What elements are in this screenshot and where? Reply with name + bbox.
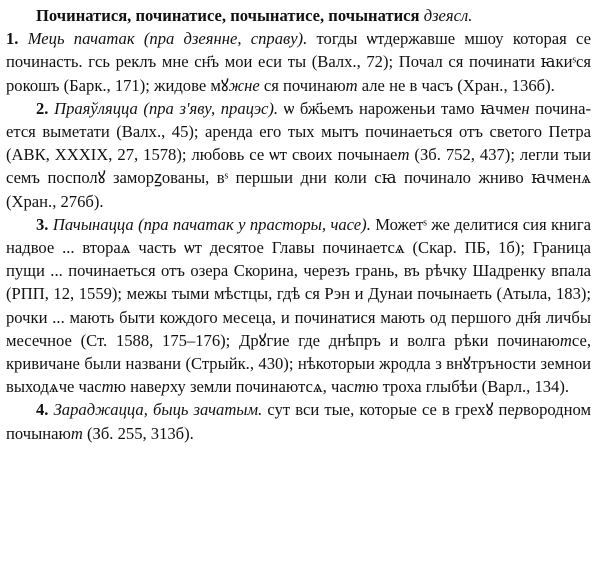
sense-definition: Праяўляцца (пра з'яву, працэс). — [54, 98, 279, 118]
text-fragment: сут вси тые, которые се в грехꙋ пе — [262, 400, 515, 420]
sense-body — [6, 215, 591, 396]
text-fragment: (Зб. 255, 313б). — [82, 423, 194, 443]
headword: Починатися, починатисе, почынатисе, почынатися — [36, 6, 420, 25]
text-fragment: починается выметати (Валх., 45); аренда его тых мытъ починаеться отъ светого Петра (АВК, XXXIX, 27, 1578); любовь се ѡт своих почынае — [6, 98, 591, 165]
entry-header — [6, 4, 591, 27]
italic-fragment: т — [70, 423, 83, 443]
text-fragment: вородном почынаю — [6, 400, 591, 443]
sense-definition: Пачынацца (пра пачатак у прасторы, часе). — [52, 214, 371, 234]
italic-fragment: н — [521, 98, 530, 118]
italic-fragment: т — [559, 330, 572, 350]
sense-definition: Мець пачатак (пра дзеянне, справу). — [27, 29, 308, 49]
italic-fragment: жне — [228, 75, 260, 95]
italic-fragment: т — [101, 377, 114, 397]
text-fragment: ю наве — [113, 377, 162, 397]
sense-1 — [6, 27, 591, 97]
text-fragment: се, кривичане были названи (Стрыйк., 430); нѣкоторыи жродла з внꙋтръности земнои выходѧче час — [6, 330, 591, 397]
text-fragment: ꙋ — [220, 75, 229, 95]
sense-2 — [6, 97, 591, 213]
italic-fragment: т — [345, 75, 358, 95]
text-fragment: але не в часъ (Хран., 136б). — [357, 75, 555, 95]
italic-fragment: р — [514, 400, 524, 420]
sense-number: 1. — [6, 29, 19, 49]
text-fragment: ху земли починаютсѧ, час — [169, 377, 355, 397]
part-of-speech-label: дзеясл. — [423, 6, 473, 25]
text-fragment: ся починаю — [259, 75, 346, 95]
italic-fragment: т — [354, 377, 367, 397]
sense-number: 2. — [36, 98, 49, 118]
text-fragment: тогды ѡтдержавше мшоу которая се починасть. гсь реклъ мне сн҃ъ мои еси ты (Валх., 72); Почал ся починати ꙗкиˢся рокошъ (Барк., 171); жидове м — [6, 29, 591, 95]
italic-fragment: р — [161, 377, 170, 397]
italic-fragment: т — [397, 145, 410, 165]
text-fragment: (Зб. 752, 437); легли тыи семъ посполꙋ заморꙁованы, вˢ першыи дни коли сꙗ починало жниво ꙗчменѧ (Хран., 276б). — [6, 145, 591, 211]
text-fragment: ю троха глыбѣи (Варл., 134). — [366, 377, 570, 397]
sense-4 — [6, 398, 591, 444]
sense-3 — [6, 213, 591, 399]
sense-number: 3. — [36, 214, 49, 234]
sense-definition: Зараджацца, быць зачатым. — [53, 400, 263, 420]
text-fragment: Можетˢ же делитися сия книга надвое ... втораѧ часть ѡт десятое Главы починаетсѧ (Скар. ПБ, 1б); Граница пущи ... починаеться отъ озера Скорина, черезъ грань, въ рѣчку Шадренку впала (РПП, 12, 1559); межы тыми мѣстцы, гдѣ ся Рэн и Дунаи почынаеть (Атыла, 183); рочки ... мають быти кождого месеца, и починатися мають од першого дн҃я личбы месечное (Ст. 1588, 175–176); Дрꙋгие где днѣпръ и волга рѣки починаю — [6, 214, 591, 350]
sense-number: 4. — [36, 400, 49, 420]
text-fragment: ѡ бж҃ьемъ нароженьи тамо ꙗчме — [278, 98, 522, 118]
